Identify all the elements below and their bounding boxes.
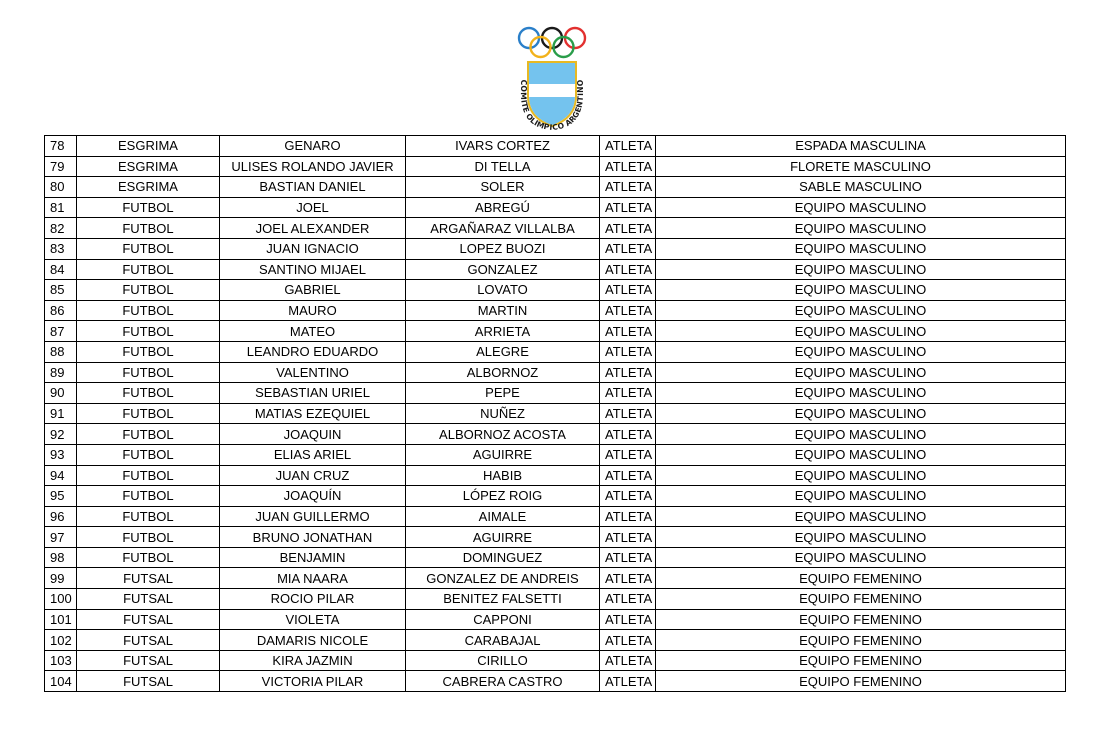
cell-number: 97: [45, 527, 77, 548]
cell-number: 89: [45, 362, 77, 383]
cell-sport: FUTBOL: [77, 424, 220, 445]
cell-last-name: PEPE: [406, 383, 600, 404]
cell-event: EQUIPO FEMENINO: [656, 568, 1066, 589]
cell-last-name: DI TELLA: [406, 156, 600, 177]
cell-last-name: AGUIRRE: [406, 527, 600, 548]
cell-role: ATLETA: [600, 486, 656, 507]
table-row: [45, 197, 1066, 218]
cell-sport: FUTSAL: [77, 630, 220, 651]
cell-number: 80: [45, 177, 77, 198]
cell-event: EQUIPO MASCULINO: [656, 527, 1066, 548]
cell-last-name: ALEGRE: [406, 341, 600, 362]
table-row: [45, 630, 1066, 651]
cell-sport: FUTBOL: [77, 321, 220, 342]
cell-first-name: LEANDRO EDUARDO: [220, 341, 406, 362]
cell-role: ATLETA: [600, 568, 656, 589]
cell-sport: FUTBOL: [77, 362, 220, 383]
cell-number: 83: [45, 238, 77, 259]
cell-role: ATLETA: [600, 547, 656, 568]
table-row: [45, 671, 1066, 692]
cell-number: 84: [45, 259, 77, 280]
table-row: [45, 589, 1066, 610]
cell-sport: FUTBOL: [77, 527, 220, 548]
table-row: [45, 136, 1066, 157]
cell-role: ATLETA: [600, 506, 656, 527]
cell-event: EQUIPO MASCULINO: [656, 403, 1066, 424]
cell-sport: FUTBOL: [77, 238, 220, 259]
cell-first-name: MATIAS EZEQUIEL: [220, 403, 406, 424]
cell-number: 93: [45, 444, 77, 465]
cell-event: EQUIPO MASCULINO: [656, 341, 1066, 362]
cell-sport: FUTSAL: [77, 609, 220, 630]
cell-number: 82: [45, 218, 77, 239]
cell-role: ATLETA: [600, 589, 656, 610]
cell-role: ATLETA: [600, 362, 656, 383]
cell-event: EQUIPO MASCULINO: [656, 444, 1066, 465]
cell-number: 99: [45, 568, 77, 589]
cell-last-name: MARTIN: [406, 300, 600, 321]
cell-role: ATLETA: [600, 609, 656, 630]
cell-event: EQUIPO MASCULINO: [656, 383, 1066, 404]
cell-sport: FUTBOL: [77, 444, 220, 465]
cell-first-name: BENJAMIN: [220, 547, 406, 568]
cell-number: 88: [45, 341, 77, 362]
cell-event: EQUIPO FEMENINO: [656, 630, 1066, 651]
cell-number: 92: [45, 424, 77, 445]
cell-role: ATLETA: [600, 630, 656, 651]
table-row: [45, 444, 1066, 465]
cell-sport: FUTBOL: [77, 383, 220, 404]
cell-last-name: BENITEZ FALSETTI: [406, 589, 600, 610]
cell-last-name: CABRERA CASTRO: [406, 671, 600, 692]
cell-number: 102: [45, 630, 77, 651]
cell-event: EQUIPO FEMENINO: [656, 650, 1066, 671]
cell-event: EQUIPO MASCULINO: [656, 238, 1066, 259]
cell-last-name: GONZALEZ: [406, 259, 600, 280]
cell-event: EQUIPO MASCULINO: [656, 506, 1066, 527]
cell-last-name: LOVATO: [406, 280, 600, 301]
table-row: [45, 383, 1066, 404]
cell-first-name: KIRA JAZMIN: [220, 650, 406, 671]
table-row: [45, 568, 1066, 589]
cell-last-name: CAPPONI: [406, 609, 600, 630]
cell-last-name: DOMINGUEZ: [406, 547, 600, 568]
cell-last-name: ABREGÚ: [406, 197, 600, 218]
cell-last-name: AGUIRRE: [406, 444, 600, 465]
cell-first-name: ROCIO PILAR: [220, 589, 406, 610]
table-row: [45, 424, 1066, 445]
cell-event: EQUIPO MASCULINO: [656, 259, 1066, 280]
cell-last-name: GONZALEZ DE ANDREIS: [406, 568, 600, 589]
roster-body: [45, 136, 1066, 692]
cell-sport: ESGRIMA: [77, 156, 220, 177]
cell-role: ATLETA: [600, 136, 656, 157]
cell-role: ATLETA: [600, 424, 656, 445]
cell-event: EQUIPO MASCULINO: [656, 300, 1066, 321]
cell-event: EQUIPO FEMENINO: [656, 589, 1066, 610]
cell-event: EQUIPO MASCULINO: [656, 465, 1066, 486]
cell-number: 94: [45, 465, 77, 486]
cell-event: EQUIPO MASCULINO: [656, 197, 1066, 218]
cell-first-name: SEBASTIAN URIEL: [220, 383, 406, 404]
cell-first-name: GABRIEL: [220, 280, 406, 301]
cell-sport: FUTSAL: [77, 650, 220, 671]
cell-sport: FUTSAL: [77, 568, 220, 589]
cell-role: ATLETA: [600, 238, 656, 259]
cell-event: EQUIPO MASCULINO: [656, 362, 1066, 383]
cell-last-name: ALBORNOZ ACOSTA: [406, 424, 600, 445]
cell-sport: FUTBOL: [77, 197, 220, 218]
cell-first-name: ULISES ROLANDO JAVIER: [220, 156, 406, 177]
cell-last-name: ALBORNOZ: [406, 362, 600, 383]
table-row: [45, 341, 1066, 362]
cell-role: ATLETA: [600, 671, 656, 692]
cell-sport: FUTBOL: [77, 465, 220, 486]
cell-sport: FUTBOL: [77, 218, 220, 239]
cell-last-name: CIRILLO: [406, 650, 600, 671]
cell-first-name: VIOLETA: [220, 609, 406, 630]
cell-event: EQUIPO MASCULINO: [656, 486, 1066, 507]
cell-sport: ESGRIMA: [77, 177, 220, 198]
table-row: [45, 609, 1066, 630]
cell-role: ATLETA: [600, 341, 656, 362]
table-row: [45, 527, 1066, 548]
cell-number: 96: [45, 506, 77, 527]
cell-first-name: JOAQUÍN: [220, 486, 406, 507]
cell-event: EQUIPO MASCULINO: [656, 280, 1066, 301]
cell-first-name: SANTINO MIJAEL: [220, 259, 406, 280]
cell-event: EQUIPO MASCULINO: [656, 321, 1066, 342]
cell-last-name: CARABAJAL: [406, 630, 600, 651]
cell-number: 104: [45, 671, 77, 692]
athlete-roster-table: [44, 135, 1066, 692]
table-row: [45, 259, 1066, 280]
cell-first-name: JUAN CRUZ: [220, 465, 406, 486]
cell-event: EQUIPO MASCULINO: [656, 547, 1066, 568]
cell-first-name: MIA NAARA: [220, 568, 406, 589]
cell-event: EQUIPO MASCULINO: [656, 424, 1066, 445]
cell-sport: FUTBOL: [77, 259, 220, 280]
cell-first-name: GENARO: [220, 136, 406, 157]
cell-sport: FUTBOL: [77, 403, 220, 424]
cell-number: 98: [45, 547, 77, 568]
cell-sport: FUTBOL: [77, 341, 220, 362]
cell-number: 103: [45, 650, 77, 671]
cell-sport: FUTSAL: [77, 671, 220, 692]
cell-last-name: HABIB: [406, 465, 600, 486]
table-row: [45, 362, 1066, 383]
cell-role: ATLETA: [600, 527, 656, 548]
table-row: [45, 280, 1066, 301]
cell-sport: FUTBOL: [77, 506, 220, 527]
table-row: [45, 506, 1066, 527]
table-row: [45, 650, 1066, 671]
cell-sport: FUTSAL: [77, 589, 220, 610]
cell-role: ATLETA: [600, 156, 656, 177]
cell-sport: FUTBOL: [77, 547, 220, 568]
table-row: [45, 238, 1066, 259]
cell-event: ESPADA MASCULINA: [656, 136, 1066, 157]
cell-last-name: ARGAÑARAZ VILLALBA: [406, 218, 600, 239]
cell-first-name: BRUNO JONATHAN: [220, 527, 406, 548]
cell-number: 81: [45, 197, 77, 218]
table-row: [45, 547, 1066, 568]
cell-event: EQUIPO FEMENINO: [656, 609, 1066, 630]
cell-role: ATLETA: [600, 321, 656, 342]
cell-number: 101: [45, 609, 77, 630]
cell-first-name: ELIAS ARIEL: [220, 444, 406, 465]
table-row: [45, 486, 1066, 507]
cell-role: ATLETA: [600, 280, 656, 301]
cell-role: ATLETA: [600, 177, 656, 198]
cell-number: 100: [45, 589, 77, 610]
cell-first-name: MATEO: [220, 321, 406, 342]
cell-role: ATLETA: [600, 383, 656, 404]
cell-event: EQUIPO MASCULINO: [656, 218, 1066, 239]
cell-last-name: AIMALE: [406, 506, 600, 527]
cell-event: FLORETE MASCULINO: [656, 156, 1066, 177]
olympic-committee-logo: [510, 20, 594, 135]
cell-first-name: JUAN GUILLERMO: [220, 506, 406, 527]
cell-role: ATLETA: [600, 197, 656, 218]
cell-role: ATLETA: [600, 218, 656, 239]
cell-number: 90: [45, 383, 77, 404]
cell-first-name: JOEL: [220, 197, 406, 218]
table-row: [45, 218, 1066, 239]
table-row: [45, 321, 1066, 342]
cell-number: 85: [45, 280, 77, 301]
cell-last-name: ARRIETA: [406, 321, 600, 342]
cell-first-name: MAURO: [220, 300, 406, 321]
cell-first-name: JOEL ALEXANDER: [220, 218, 406, 239]
cell-number: 79: [45, 156, 77, 177]
cell-number: 95: [45, 486, 77, 507]
cell-sport: FUTBOL: [77, 280, 220, 301]
cell-role: ATLETA: [600, 259, 656, 280]
cell-number: 91: [45, 403, 77, 424]
cell-number: 78: [45, 136, 77, 157]
cell-event: EQUIPO FEMENINO: [656, 671, 1066, 692]
cell-first-name: DAMARIS NICOLE: [220, 630, 406, 651]
cell-role: ATLETA: [600, 403, 656, 424]
cell-first-name: BASTIAN DANIEL: [220, 177, 406, 198]
cell-number: 86: [45, 300, 77, 321]
cell-last-name: SOLER: [406, 177, 600, 198]
table-row: [45, 403, 1066, 424]
cell-number: 87: [45, 321, 77, 342]
cell-sport: FUTBOL: [77, 486, 220, 507]
cell-first-name: VALENTINO: [220, 362, 406, 383]
cell-first-name: JUAN IGNACIO: [220, 238, 406, 259]
cell-sport: ESGRIMA: [77, 136, 220, 157]
cell-first-name: VICTORIA PILAR: [220, 671, 406, 692]
cell-last-name: LÓPEZ ROIG: [406, 486, 600, 507]
cell-role: ATLETA: [600, 444, 656, 465]
cell-first-name: JOAQUIN: [220, 424, 406, 445]
cell-last-name: NUÑEZ: [406, 403, 600, 424]
table-row: [45, 156, 1066, 177]
logo-text: COMITE OLIMPICO ARGENTINO: [518, 79, 586, 133]
cell-sport: FUTBOL: [77, 300, 220, 321]
cell-role: ATLETA: [600, 300, 656, 321]
cell-event: SABLE MASCULINO: [656, 177, 1066, 198]
table-row: [45, 465, 1066, 486]
cell-last-name: IVARS CORTEZ: [406, 136, 600, 157]
table-row: [45, 177, 1066, 198]
cell-last-name: LOPEZ BUOZI: [406, 238, 600, 259]
cell-role: ATLETA: [600, 650, 656, 671]
cell-role: ATLETA: [600, 465, 656, 486]
table-row: [45, 300, 1066, 321]
